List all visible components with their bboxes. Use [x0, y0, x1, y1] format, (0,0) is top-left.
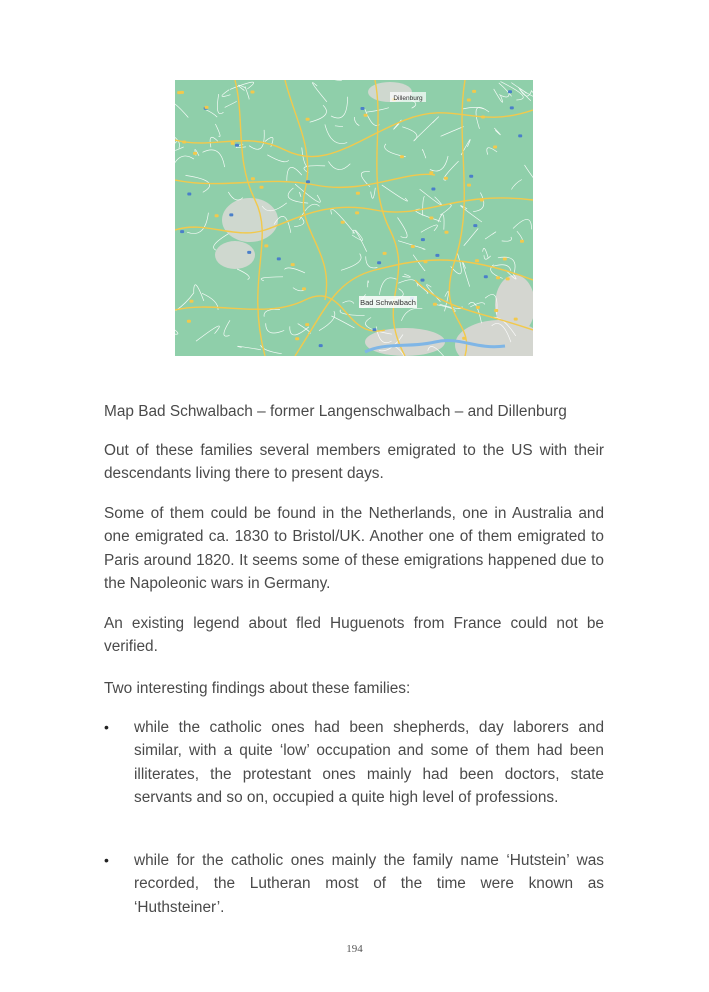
- map-road-shield: [476, 306, 480, 309]
- map-road-shield: [180, 230, 184, 233]
- bullet-symbol: •: [104, 719, 109, 735]
- map-road-shield: [260, 186, 264, 189]
- map-label-bad-schwalbach: Bad Schwalbach: [360, 298, 416, 307]
- map-road-shield: [187, 320, 191, 323]
- map-road-shield: [361, 107, 365, 110]
- map-road-shield: [503, 258, 507, 261]
- map-road-shield: [377, 261, 381, 264]
- map-road-shield: [435, 254, 439, 257]
- map-road-shield: [341, 221, 345, 224]
- map-road-shield: [231, 142, 235, 145]
- map-road-shield: [469, 175, 473, 178]
- map-road-shield: [424, 260, 428, 263]
- map-road-shield: [291, 263, 295, 266]
- map-road-shield: [514, 318, 518, 321]
- map-road-shield: [247, 251, 251, 254]
- map-road-shield: [187, 193, 191, 196]
- map-road-shield: [305, 323, 309, 326]
- map-road-shield: [480, 199, 484, 202]
- map-road-shield: [508, 90, 512, 93]
- map-road-shield: [421, 238, 425, 241]
- map-road-shield: [215, 214, 219, 217]
- map-road-shield: [421, 279, 425, 282]
- map-road-shield: [355, 211, 359, 214]
- map-road-shield: [302, 287, 306, 290]
- paragraph-emigration-other: Some of them could be found in the Netherlands, one in Australia and one emigrated ca. 1830 to Bristol/UK. Another one of them emigrated to Paris around 1820. It seems some of these emigrations happened due to the Napoleonic wars in Germany.: [104, 505, 604, 593]
- map-road-shield: [229, 213, 233, 216]
- map-road-shield: [400, 155, 404, 158]
- map-road-shield: [193, 152, 197, 155]
- paragraph-findings-intro: Two interesting findings about these families:: [104, 680, 411, 697]
- map-road-shield: [190, 300, 194, 303]
- map-road-shield: [373, 328, 377, 331]
- map-road-shield: [411, 245, 415, 248]
- map-graphic: [175, 80, 533, 356]
- map-road-shield: [429, 171, 433, 174]
- page-number: 194: [346, 943, 363, 955]
- list-item-text: while the catholic ones had been shepherds, day laborers and similar, with a quite ‘low’ occupation and some of them had been illiterates, the protestant ones mainly had been doctors, state servants and so on, occupied a quite high level of professions.: [134, 719, 604, 807]
- map-road-shield: [251, 91, 255, 94]
- paragraph-huguenot-legend: An existing legend about fled Huguenots from France could not be verified.: [104, 615, 604, 656]
- map-road-shield: [306, 180, 310, 183]
- map-road-shield: [462, 337, 466, 340]
- map-road-shield: [510, 106, 514, 109]
- map-road-shield: [433, 303, 437, 306]
- map-road-shield: [494, 309, 498, 312]
- map-road-shield: [445, 231, 449, 234]
- map-road-shield: [364, 114, 368, 117]
- map-caption: Map Bad Schwalbach – former Langenschwalbach – and Dillenburg: [104, 403, 567, 420]
- map-road-shield: [295, 337, 299, 340]
- map-road-shield: [481, 116, 485, 119]
- map-road-shield: [473, 224, 477, 227]
- list-item-text: while for the catholic ones mainly the family name ‘Hutstein’ was recorded, the Lutheran most of the time were known as ‘Huthsteiner’.: [134, 852, 604, 916]
- map-road-shield: [235, 144, 239, 147]
- map-road-shield: [319, 344, 323, 347]
- map-road-shield: [277, 257, 281, 260]
- map-road-shield: [383, 252, 387, 255]
- map-road-shield: [264, 244, 268, 247]
- map-road-shield: [429, 217, 433, 220]
- map-road-shield: [306, 118, 310, 121]
- map-road-shield: [496, 276, 500, 279]
- map-label-dillenburg: Dillenburg: [393, 95, 423, 102]
- map-road-shield: [475, 259, 479, 262]
- map-road-shield: [180, 91, 184, 94]
- map-road-shield: [356, 192, 360, 195]
- map-road-shield: [506, 277, 510, 280]
- paragraph-emigration-us: Out of these families several members emigrated to the US with their descendants living there to present days.: [104, 442, 604, 483]
- map-road-shield: [467, 184, 471, 187]
- map-road-shield: [182, 141, 186, 144]
- map-road-shield: [431, 188, 435, 191]
- map-road-shield: [493, 146, 497, 149]
- map-road-shield: [472, 90, 476, 93]
- map-road-shield: [467, 99, 471, 102]
- bullet-symbol: •: [104, 852, 109, 868]
- map-road-shield: [205, 106, 209, 109]
- map-road-shield: [484, 275, 488, 278]
- map-road-shield: [520, 240, 524, 243]
- map-road-shield: [518, 134, 522, 137]
- map-road-shield: [251, 177, 255, 180]
- map-road-shield: [444, 177, 448, 180]
- map-image: [175, 80, 533, 356]
